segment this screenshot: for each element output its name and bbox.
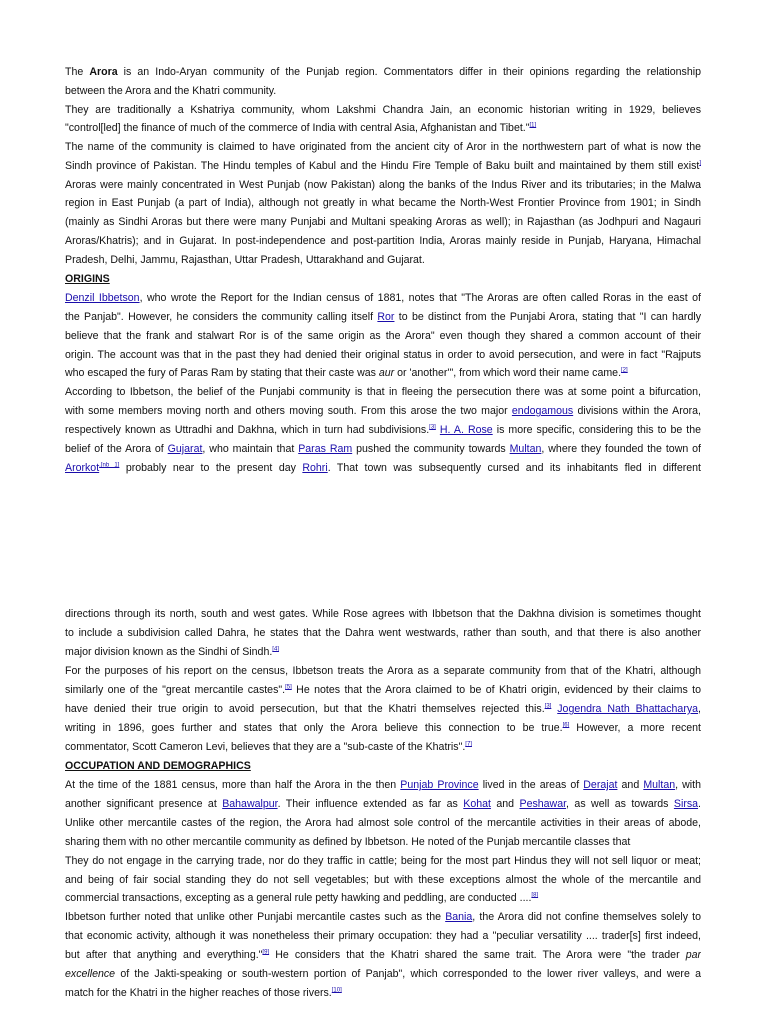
text-run: . Their influence extended as far as: [277, 798, 464, 810]
text-run: similarly one of the "great mercantile castes".: [65, 684, 286, 696]
text-run: For the purposes of his report on the census, Ibbetson treats the Arora as a separate community from that of the Khatri, although: [65, 665, 701, 677]
text-run: commentator, Scott Cameron Levi, believes that they are a "sub-caste of the Khatris".: [65, 741, 466, 753]
text-run: Pradesh, Delhi, Jammu, Rajasthan, Uttar Pradesh, Uttarakhand and Gujarat.: [65, 254, 425, 266]
text-run: major division known as the Sindhi of Sindh.: [65, 646, 273, 658]
wiki-link[interactable]: Derajat: [583, 779, 618, 791]
text-line: [65, 722, 701, 735]
text-line: [65, 462, 701, 475]
wiki-link[interactable]: Bahawalpur: [222, 798, 278, 810]
text-line: [65, 665, 701, 678]
wiki-link[interactable]: Sirsa: [673, 798, 699, 810]
text-run: , the Arora did not confine themselves solely to: [472, 911, 701, 923]
text-run: writing in 1896, goes further and states that only the Arora believe this connection to be true.: [65, 722, 563, 734]
text-line: [65, 311, 701, 324]
text-run: (mainly as Sindhi Aroras but there were many Punjabi and Multani speaking Aroras as well); in Rajasthan (as Jodhpuri and Nagauri: [65, 216, 701, 228]
citation-link[interactable]: [6]: [562, 722, 570, 729]
text-run: However, a more recent: [569, 722, 701, 734]
text-line: [65, 254, 701, 267]
text-line: [65, 235, 701, 248]
text-run: Aroras/Khatris); and in Gujarat. In post-independence and post-partition India, Aroras mainly reside in Punjab, Haryana, Himachal: [65, 235, 701, 247]
text-run: pushed the community towards: [352, 443, 510, 455]
text-run: is an Indo-Aryan community of the Punjab region. Commentators differ in their opinions regarding the relationship: [117, 66, 701, 78]
text-run: region in East Punjab (a part of India), although not greatly in what became the North-West Frontier Province from 1901; in Sindh: [65, 197, 701, 209]
heading-text: ORIGINS: [65, 273, 110, 285]
text-run: and being of fair social standing they do not sell vegetables; but with these exceptions almost the whole of the mercantile and: [65, 874, 701, 886]
text-run: who escaped the fury of Paras Ram by stating that their caste was: [65, 367, 379, 379]
text-line: [65, 930, 701, 943]
text-line: [65, 216, 701, 229]
text-line: [65, 179, 701, 192]
citation-link[interactable]: [2]: [621, 367, 628, 374]
text-run: sharing them with no other mercantile community as defined by Ibbetson. He noted of the Punjab mercantile classes that: [65, 836, 631, 848]
heading-text: OCCUPATION AND DEMOGRAPHICS: [65, 760, 251, 772]
text-run: or 'another'", from which word their name came.: [394, 367, 622, 379]
wiki-link[interactable]: Kohat: [463, 798, 491, 810]
section-heading: [65, 273, 701, 286]
text-line: [65, 987, 701, 1000]
wiki-link[interactable]: endogamous: [511, 405, 574, 417]
text-line: [65, 684, 701, 697]
text-run: origin. The account was that in the past they had denied their original status in order to avoid persecution, and were in fact "Rajputs: [65, 349, 701, 361]
text-run: and: [617, 779, 644, 791]
bold-term: Arora: [89, 66, 118, 78]
text-run: They are traditionally a Kshatriya community, whom Lakshmi Chandra Jain, an economic historian writing in 1929, believes: [65, 104, 701, 116]
text-line: [65, 627, 701, 640]
text-run: At the time of the 1881 census, more than half the Arora in the then: [65, 779, 401, 791]
citation-link[interactable]: [7]: [465, 741, 472, 748]
text-line: [65, 66, 701, 79]
text-line: [65, 141, 701, 154]
text-run: Sindh province of Pakistan. The Hindu temples of Kabul and the Hindu Fire Temple of Baku built and maintained by them still exist: [65, 160, 700, 172]
text-run: He considers that the Khatri shared the same trait. The Arora were "the trader: [269, 949, 686, 961]
text-run: According to Ibbetson, the belief of the Punjabi community is that in fleeing the persecution there was at some point a bifurcation,: [65, 386, 701, 398]
citation-link[interactable]: [4]: [272, 646, 279, 653]
wiki-link[interactable]: Bania: [445, 911, 473, 923]
text-line: [65, 911, 701, 924]
text-line: [65, 892, 701, 905]
text-line: [65, 367, 701, 380]
text-run: respectively known as Uttradhi and Dakhna, which in turn had subdivisions.: [65, 424, 430, 436]
text-run: divisions within the Arora,: [573, 405, 701, 417]
text-line: [65, 836, 701, 849]
italic-term: par: [685, 949, 701, 961]
text-line: [65, 949, 701, 962]
text-line: [65, 968, 701, 981]
italic-term: aur: [378, 367, 395, 379]
text-run: Ibbetson further noted that unlike other Punjabi mercantile castes such as the: [65, 911, 446, 923]
text-line: [65, 779, 701, 792]
text-line: [65, 330, 701, 343]
text-run: . That town was subsequently cursed and its inhabitants fled in different: [327, 462, 701, 474]
text-run: have denied their true origin to avoid persecution, but that the Khatri themselves rejected this.: [65, 703, 545, 715]
wiki-link[interactable]: Denzil Ibbetson: [65, 292, 140, 304]
text-run: The name of the community is claimed to have originated from the ancient city of Aror in the northwestern part of what is now the: [65, 141, 701, 153]
wiki-link[interactable]: Rohri: [302, 462, 328, 474]
section-heading: [65, 760, 701, 773]
text-run: match for the Khatri in the higher reaches of those rivers.: [65, 987, 332, 999]
text-run: , with: [675, 779, 701, 791]
text-line: [65, 349, 701, 362]
text-run: Aroras were mainly concentrated in West Punjab (now Pakistan) along the banks of the Indus River and its tributaries; in the Malwa: [65, 179, 701, 191]
citation-link[interactable]: [3]: [544, 703, 552, 710]
text-line: [65, 817, 701, 830]
text-line: [65, 292, 701, 305]
wiki-link[interactable]: Ror: [377, 311, 395, 323]
text-run: probably near to the present day: [119, 462, 303, 474]
citation-link[interactable]: [10]: [331, 987, 342, 994]
text-line: [65, 874, 701, 887]
text-run: commercial transactions, excepting as a general rule petty hawking and peddling, are conducted ....: [65, 892, 532, 904]
citation-link[interactable]: [1]: [529, 122, 537, 129]
text-run: "control[led] the finance of much of the commerce of India with central Asia, Afghanistan and Tibet.": [65, 122, 530, 134]
text-run: They do not engage in the carrying trade, nor do they traffic in cattle; being for the most part Hindus they will not sell liquor or meat;: [65, 855, 701, 867]
text-run: , as well as towards: [566, 798, 674, 810]
text-run: The: [65, 66, 90, 78]
text-run: , where they founded the town of: [541, 443, 701, 455]
wiki-link[interactable]: Gujarat: [167, 443, 203, 455]
wiki-link[interactable]: Punjab Province: [400, 779, 479, 791]
text-run: the Panjab". However, he considers the community calling itself: [65, 311, 378, 323]
text-run: and: [490, 798, 520, 810]
citation-link[interactable]: .[nb 1]: [99, 462, 120, 469]
text-line: [65, 122, 701, 135]
text-line: [65, 85, 701, 98]
wiki-link[interactable]: Peshawar: [519, 798, 567, 810]
text-run: is more specific, considering this to be the: [492, 424, 701, 436]
text-run: , who wrote the Report for the Indian census of 1881, notes that "The Aroras are often called Roras in the east of: [139, 292, 701, 304]
text-run: .: [698, 798, 701, 810]
text-run: belief of the Arora of: [65, 443, 168, 455]
wiki-link[interactable]: Jogendra Nath Bhattacharya: [557, 703, 699, 715]
citation-link[interactable]: ]: [699, 160, 701, 167]
text-run: of the Jakti-speaking or south-western portion of Panjab", which corresponded to the lower river valleys, and were a: [115, 968, 701, 980]
text-run: lived in the areas of: [478, 779, 584, 791]
text-run: to include a subdivision called Dahra, he states that the Dahra went westwards, rather than south, and that there is also another: [65, 627, 701, 639]
text-line: [65, 386, 701, 399]
citation-link[interactable]: [9]: [262, 949, 270, 956]
wiki-link[interactable]: Arorkot: [65, 462, 100, 474]
text-run: believe that the frank and stalwart Ror is of the same origin as the Arora" even though they shared a common account of their: [65, 330, 701, 342]
text-line: [65, 443, 701, 456]
text-run: but after that anything and everything.": [65, 949, 263, 961]
text-line: [65, 405, 701, 418]
wiki-link[interactable]: H. A. Rose: [439, 424, 493, 436]
text-run: that economic activity, although it was nonetheless their primary occupation: they had a "peculiar versatility .... trader[s] first indeed,: [65, 930, 701, 942]
text-run: directions through its north, south and west gates. While Rose agrees with Ibbetson that the Dakhna division is sometimes thought: [65, 608, 701, 620]
text-line: [65, 646, 701, 659]
citation-link[interactable]: [8]: [531, 892, 539, 899]
text-line: [65, 424, 701, 437]
text-line: [65, 703, 701, 716]
text-run: between the Arora and the Khatri community.: [65, 85, 277, 97]
citation-link[interactable]: [3]: [429, 424, 436, 431]
text-run: Unlike other mercantile castes of the region, the Arora had almost sole control of the mercantile activities in their areas of abode,: [65, 817, 701, 829]
text-run: ,: [698, 703, 701, 715]
wiki-link[interactable]: Paras Ram: [298, 443, 353, 455]
text-line: [65, 104, 701, 117]
italic-term: excellence: [65, 968, 116, 980]
citation-link[interactable]: [5]: [285, 684, 292, 691]
text-run: , who maintain that: [202, 443, 299, 455]
text-line: [65, 798, 701, 811]
text-line: [65, 197, 701, 210]
text-line: [65, 855, 701, 868]
wiki-link[interactable]: Multan: [643, 779, 676, 791]
text-run: with some members moving north and others moving south. From this arose the two major: [65, 405, 512, 417]
text-run: another significant presence at: [65, 798, 223, 810]
wiki-link[interactable]: Multan: [509, 443, 542, 455]
text-line: [65, 160, 701, 173]
text-line: [65, 608, 701, 621]
text-line: [65, 741, 701, 754]
text-run: He notes that the Arora claimed to be of Khatri origin, evidenced by their claims to: [291, 684, 701, 696]
text-run: to be distinct from the Punjabi Arora, stating that "I can hardly: [394, 311, 701, 323]
